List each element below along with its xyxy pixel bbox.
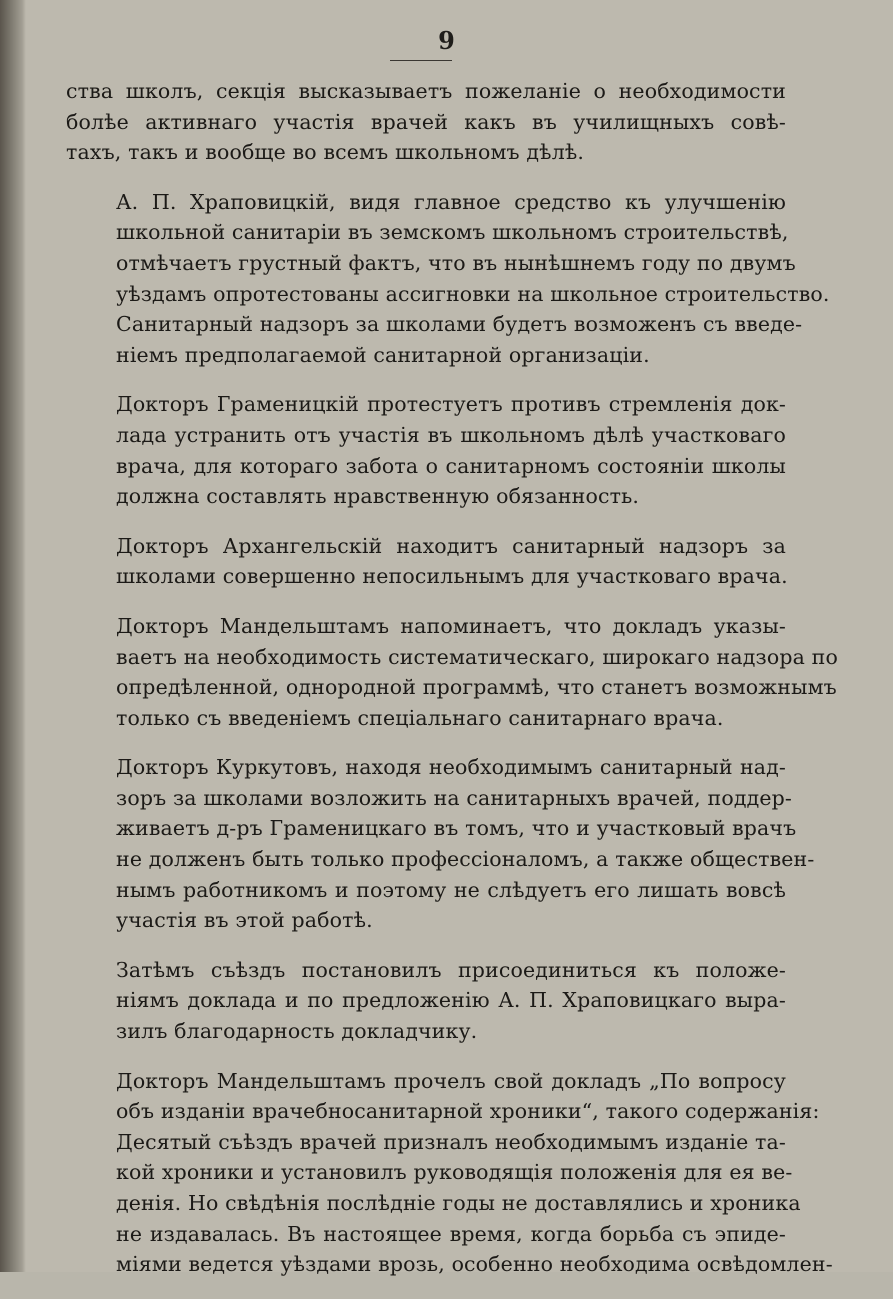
paragraph — [66, 955, 786, 1047]
paragraph — [66, 611, 838, 733]
text-line: объ изданіи врачебносанитарной хроники“, такого содержанія: — [116, 1099, 820, 1124]
page-number: 9 — [438, 26, 455, 55]
text-line: должна составлять нравственную обязанность. — [116, 484, 640, 509]
text-line: ніемъ предполагаемой санитарной организаціи. — [116, 342, 650, 367]
page-body-text — [66, 76, 838, 1299]
page-binding-shadow — [0, 0, 26, 1272]
text-line: Санитарный надзоръ за школами будетъ возможенъ съ введе- — [116, 312, 803, 337]
text-line: денія. Но свѣдѣнія послѣдніе годы не доставлялись и хроника — [116, 1191, 801, 1215]
text-line: болѣе активнаго участія врачей какъ въ училищныхъ совѣ- — [66, 109, 786, 134]
text-line: ства школъ, секція высказываетъ пожеланіе о необходимости — [66, 79, 786, 103]
text-line: лада устранить отъ участія въ школьномъ дѣлѣ участковаго — [116, 422, 786, 447]
paragraph — [66, 1066, 833, 1280]
text-line: зилъ благодарность докладчику. — [116, 1019, 478, 1044]
paragraph — [66, 76, 786, 168]
text-line: школами совершенно непосильнымъ для участковаго врача. — [116, 564, 788, 589]
text-line: ваетъ на необходимость систематическаго, широкаго надзора по — [116, 644, 838, 669]
text-line: ніямъ доклада и по предложенію А. П. Храповицкаго выра- — [116, 988, 786, 1013]
text-line: школьной санитаріи въ земскомъ школьномъ строительствѣ, — [116, 220, 789, 245]
text-line: отмѣчаетъ грустный фактъ, что въ нынѣшнемъ году по двумъ — [116, 250, 796, 275]
text-line: участія въ этой работѣ. — [116, 908, 373, 933]
text-line: Докторъ Граменицкій протестуетъ противъ стремленія док- — [116, 392, 786, 417]
text-line: зоръ за школами возложить на санитарныхъ врачей, поддер- — [116, 785, 792, 810]
text-line: только съ введеніемъ спеціальнаго санитарнаго врача. — [116, 705, 724, 730]
text-line: Докторъ Мандельштамъ напоминаетъ, что докладъ указы- — [116, 613, 786, 638]
text-line: уѣздамъ опротестованы ассигновки на школьное строительство. — [116, 281, 830, 306]
text-line: кой хроники и установилъ руководящія положенія для ея ве- — [116, 1160, 793, 1185]
text-line: міями ведется уѣздами врозь, особенно необходима освѣдомлен- — [116, 1252, 833, 1277]
text-line: тахъ, такъ и вообще во всемъ школьномъ дѣлѣ. — [66, 140, 585, 165]
text-line: Десятый съѣздъ врачей призналъ необходимымъ изданіе та- — [116, 1129, 786, 1154]
paragraph — [66, 752, 815, 936]
text-line: Докторъ Мандельштамъ прочелъ свой докладъ „По вопросу — [116, 1068, 786, 1093]
text-line: нымъ работникомъ и поэтому не слѣдуетъ его лишать вовсѣ — [116, 877, 786, 902]
paragraph — [66, 531, 786, 592]
text-line: не долженъ быть только профессіоналомъ, а также обществен- — [116, 847, 815, 872]
text-line: опредѣленной, однородной программѣ, что станетъ возможнымъ — [116, 675, 837, 700]
text-line: Затѣмъ съѣздъ постановилъ присоединиться къ положе- — [116, 957, 786, 982]
text-line: Докторъ Архангельскій находитъ санитарный надзоръ за — [116, 533, 786, 558]
paragraph — [66, 389, 786, 511]
text-line: врача, для котораго забота о санитарномъ состояніи школы — [116, 453, 786, 478]
page-number-rule — [390, 60, 452, 61]
text-line: живаетъ д-ръ Граменицкаго въ томъ, что и участковый врачъ — [116, 816, 797, 841]
text-line: Докторъ Куркутовъ, находя необходимымъ санитарный над- — [116, 755, 786, 780]
text-line: не издавалась. Въ настоящее время, когда борьба съ эпиде- — [116, 1221, 786, 1246]
paragraph — [66, 187, 830, 371]
text-line: А. П. Храповицкій, видя главное средство къ улучшенію — [116, 189, 786, 214]
